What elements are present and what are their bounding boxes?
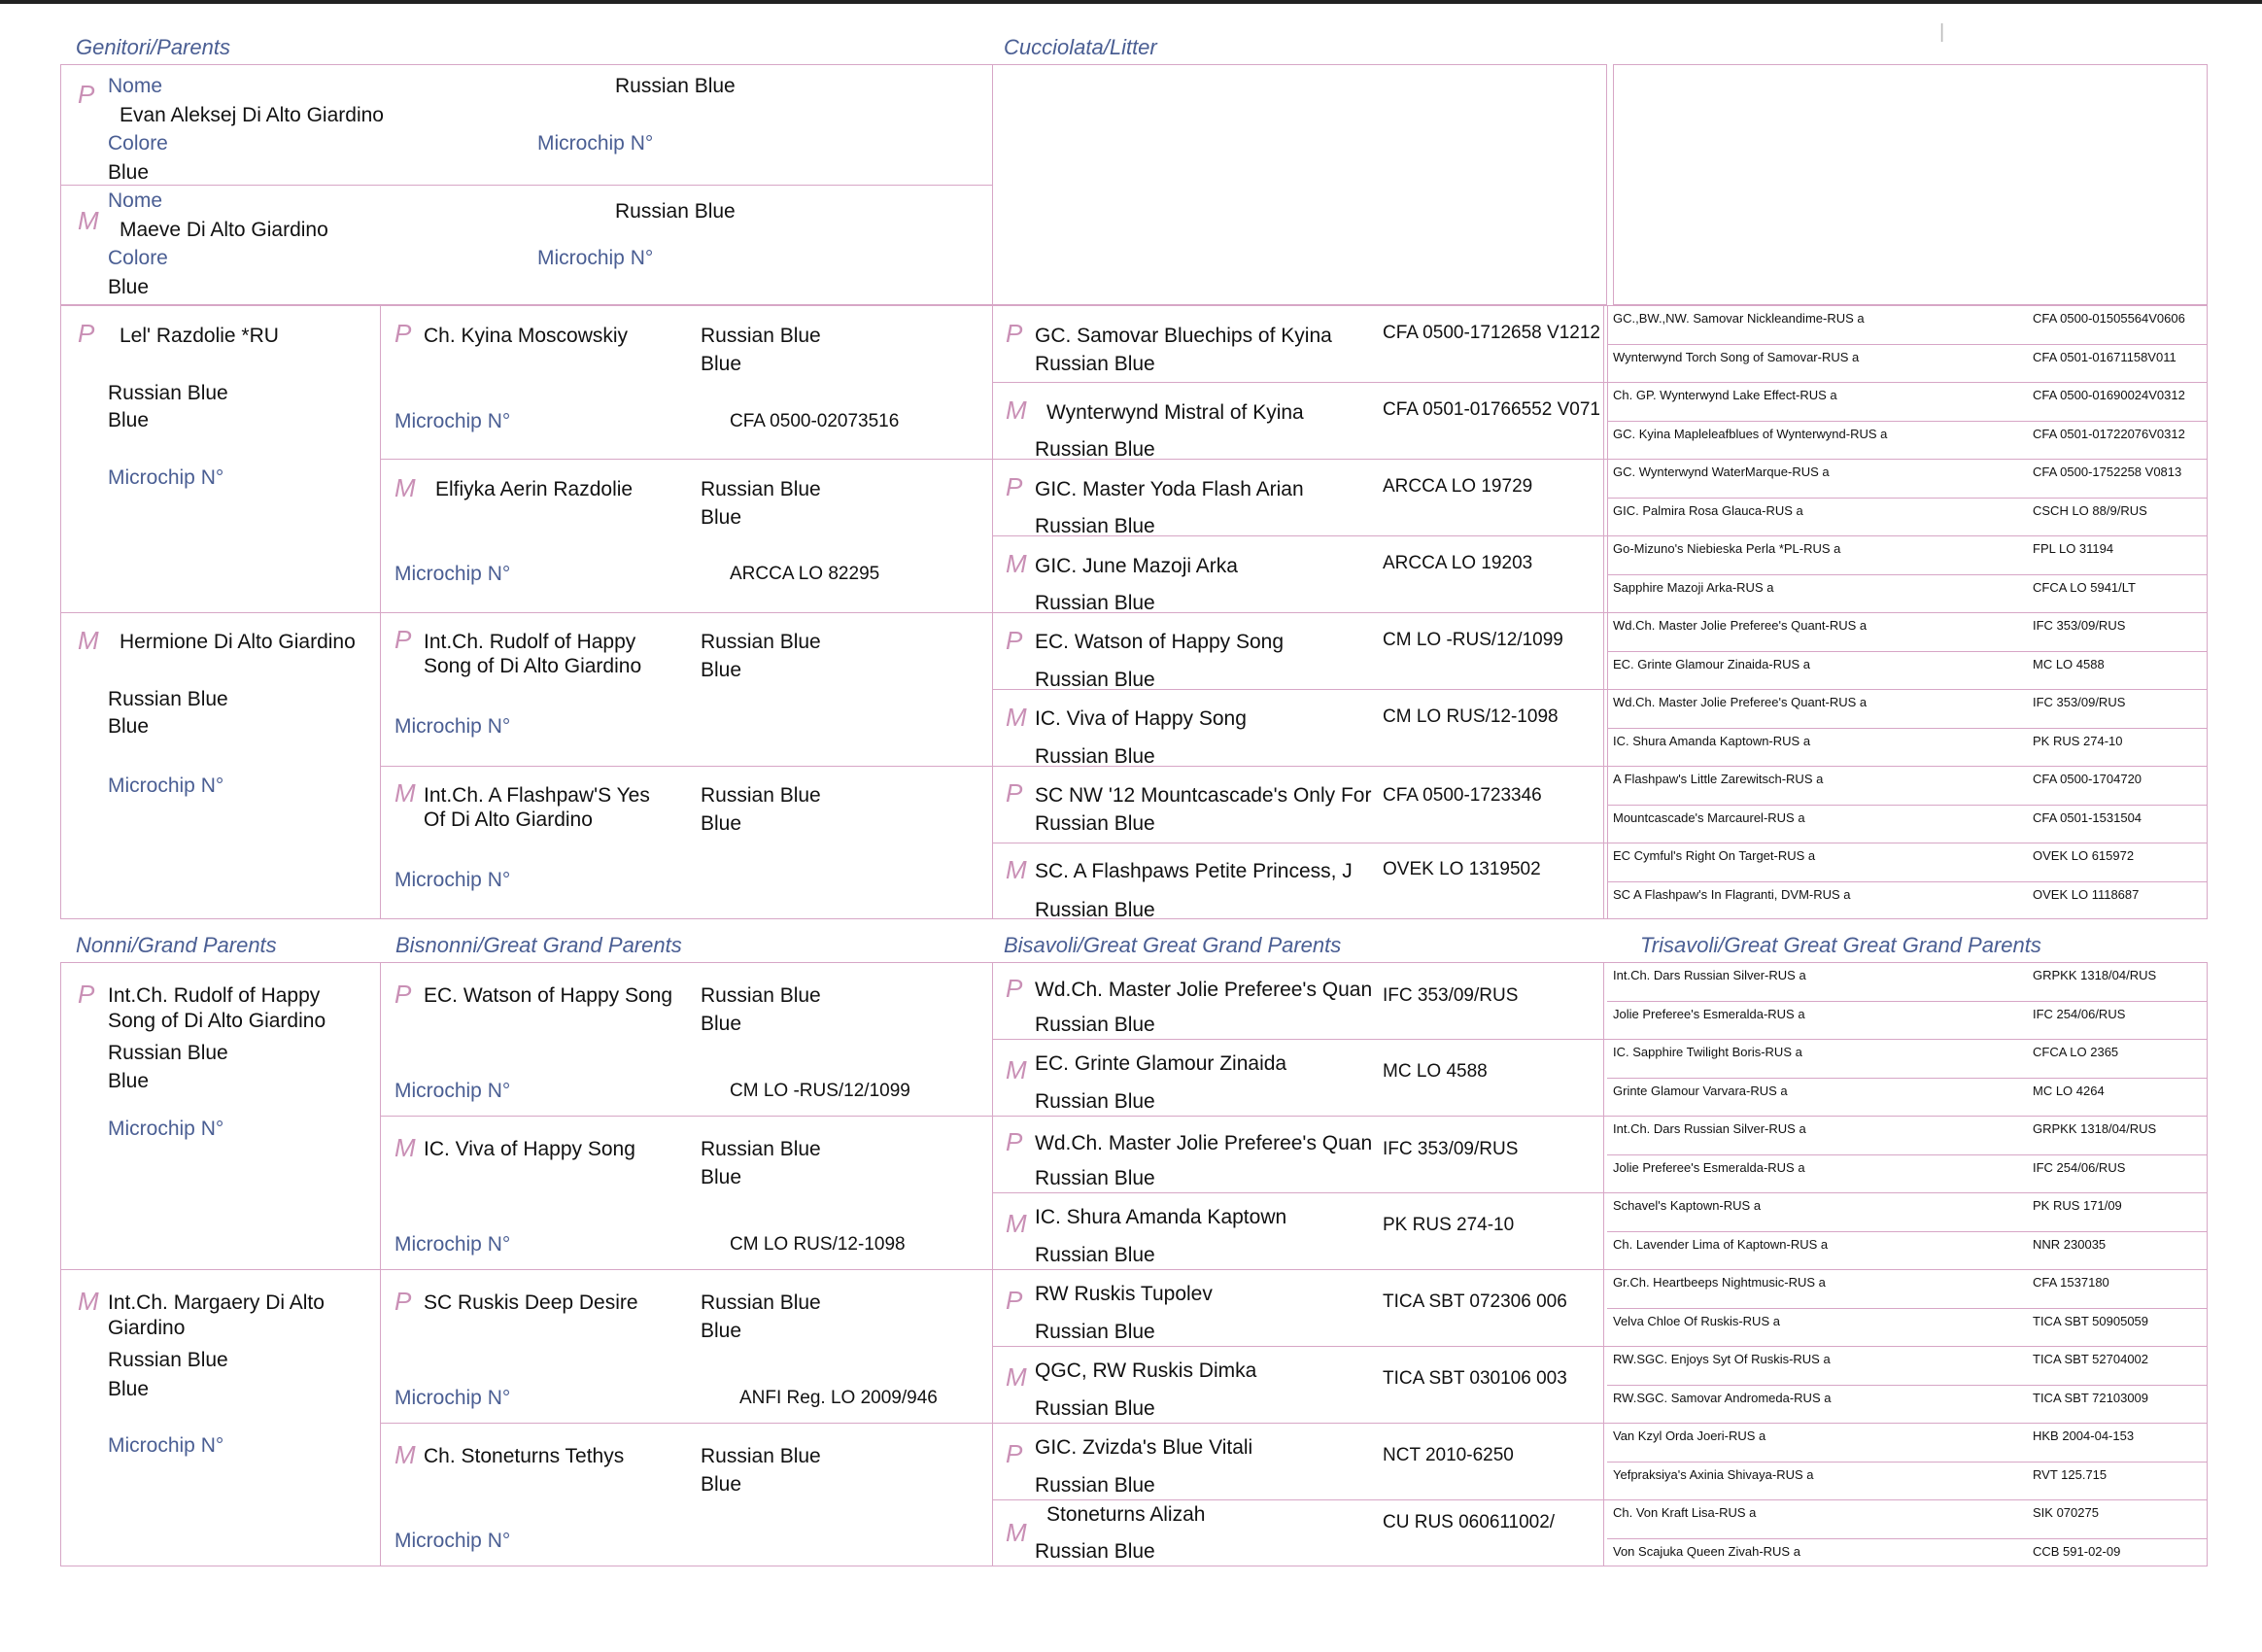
gen2-breed: Russian Blue	[701, 478, 821, 500]
b-gen2-color: Blue	[701, 1166, 742, 1188]
gen4-name: IC. Shura Amanda Kaptown-RUS a	[1613, 733, 1811, 748]
section-great-grand-parents: Bisnonni/Great Grand Parents	[395, 933, 682, 957]
gen3-name: SC NW '12 Mountcascade's Only For	[1035, 784, 1372, 807]
gen3-reg: CFA 0501-01766552 V071	[1383, 399, 1600, 420]
b-gen3-name: Wd.Ch. Master Jolie Preferee's Quan	[1035, 1132, 1373, 1154]
microchip-label: Microchip N°	[394, 1233, 511, 1256]
gen2-color: Blue	[701, 812, 742, 835]
gen2-reg: CFA 0500-02073516	[730, 411, 900, 431]
gen4-name: Go-Mizuno's Niebieska Perla *PL-RUS a	[1613, 541, 1841, 556]
gen2-name: Ch. Kyina Moscowskiy	[424, 325, 629, 347]
gen4-reg: CFA 0500-1752258 V0813	[2033, 465, 2182, 479]
gen4-reg: CFA 0501-01671158V011	[2033, 349, 2176, 364]
gen4-name: Wd.Ch. Master Jolie Preferee's Quant-RUS a	[1613, 618, 1868, 633]
sex-marker: P	[1006, 1286, 1023, 1315]
gen4-name: GIC. Palmira Rosa Glauca-RUS a	[1613, 502, 1803, 518]
b-gen3-reg: NCT 2010-6250	[1383, 1445, 1514, 1465]
microchip-label: Microchip N°	[394, 563, 511, 585]
parent-dam-color: Blue	[108, 276, 150, 298]
b-gen3-reg: IFC 353/09/RUS	[1383, 985, 1519, 1006]
section-grand-parents: Nonni/Grand Parents	[76, 933, 277, 957]
b-gen2-color: Blue	[701, 1013, 742, 1035]
divider	[1607, 1499, 2208, 1500]
divider	[1607, 1154, 2208, 1155]
b-gen4-reg: CCB 591-02-09	[2033, 1543, 2121, 1559]
gen1-sire-name: Lel' Razdolie *RU	[120, 325, 279, 347]
divider	[1607, 1001, 2208, 1002]
gen3-name: GIC. Master Yoda Flash Arian	[1035, 478, 1304, 500]
divider	[1607, 382, 2208, 383]
sire-marker: P	[78, 80, 95, 109]
b-gen4-name: Jolie Preferee's Esmeralda-RUS a	[1613, 1159, 1805, 1175]
divider	[380, 1116, 993, 1117]
scan-mark: |	[1939, 21, 1945, 43]
b-gen3-name: Wd.Ch. Master Jolie Preferee's Quan	[1035, 979, 1373, 1001]
b-gen2-color: Blue	[701, 1473, 742, 1496]
b-gen3-breed: Russian Blue	[1035, 1397, 1155, 1420]
gen3-breed: Russian Blue	[1035, 745, 1155, 768]
gen3-reg: CM LO -RUS/12/1099	[1383, 630, 1563, 650]
gen3-reg: ARCCA LO 19729	[1383, 476, 1533, 497]
sex-marker: M	[78, 1287, 99, 1316]
gen2-breed: Russian Blue	[701, 631, 821, 653]
divider	[1607, 1192, 2208, 1193]
b-gen2-breed: Russian Blue	[701, 1291, 821, 1314]
microchip-label: Microchip N°	[537, 247, 654, 269]
sex-marker: M	[1006, 1055, 1027, 1084]
section-gggg-parents: Trisavoli/Great Great Great Grand Parents	[1640, 933, 2041, 957]
b-gen4-reg: GRPKK 1318/04/RUS	[2033, 1121, 2157, 1136]
grand-sire-name-line2: Song of Di Alto Giardino	[108, 1010, 326, 1032]
b-gen4-name: Ch. Lavender Lima of Kaptown-RUS a	[1613, 1236, 1829, 1252]
sex-marker: M	[1006, 1518, 1027, 1547]
b-gen2-breed: Russian Blue	[701, 984, 821, 1007]
gen4-reg: IFC 353/09/RUS	[2033, 618, 2126, 633]
b-gen4-reg: NNR 230035	[2033, 1236, 2107, 1252]
b-gen4-name: Von Scajuka Queen Zivah-RUS a	[1613, 1543, 1800, 1559]
b-gen2-breed: Russian Blue	[701, 1138, 821, 1160]
divider	[992, 1192, 1607, 1193]
sex-marker: P	[1006, 319, 1023, 348]
divider	[380, 766, 993, 767]
b-gen2-name: IC. Viva of Happy Song	[424, 1138, 635, 1160]
gen3-reg: CM LO RUS/12-1098	[1383, 706, 1559, 727]
gen3-name: EC. Watson of Happy Song	[1035, 631, 1285, 653]
b-gen3-breed: Russian Blue	[1035, 1090, 1155, 1113]
nome-label: Nome	[108, 75, 163, 97]
sex-marker: P	[394, 625, 412, 654]
divider	[992, 382, 1607, 383]
gen3-breed: Russian Blue	[1035, 438, 1155, 461]
gen3-breed: Russian Blue	[1035, 515, 1155, 537]
divider	[1607, 1308, 2208, 1309]
b-gen2-name: SC Ruskis Deep Desire	[424, 1291, 638, 1314]
b-gen3-name: IC. Shura Amanda Kaptown	[1035, 1206, 1287, 1228]
divider	[992, 1269, 1607, 1270]
gen1-dam-color: Blue	[108, 715, 150, 738]
gen2-reg: ARCCA LO 82295	[730, 564, 880, 584]
b-gen4-reg: TICA SBT 72103009	[2033, 1390, 2149, 1405]
sex-marker: P	[394, 1287, 412, 1316]
gen1-dam-name: Hermione Di Alto Giardino	[120, 631, 356, 653]
b-gen2-reg: CM LO RUS/12-1098	[730, 1234, 906, 1255]
b-gen4-reg: IFC 254/06/RUS	[2033, 1159, 2126, 1175]
sex-marker: P	[1006, 626, 1023, 655]
divider	[1607, 1116, 2208, 1117]
section-parents: Genitori/Parents	[76, 35, 230, 59]
gen3-name: SC. A Flashpaws Petite Princess, J	[1035, 860, 1353, 882]
gen4-name: SC A Flashpaw's In Flagranti, DVM-RUS a	[1613, 886, 1851, 902]
gen1-sire-color: Blue	[108, 409, 150, 431]
b-gen2-reg: ANFI Reg. LO 2009/946	[739, 1388, 938, 1408]
parent-sire-color: Blue	[108, 161, 150, 184]
gen4-name: GC. Kyina Mapleleafblues of Wynterwynd-RUS a	[1613, 426, 1888, 441]
divider	[380, 962, 381, 1566]
section-great-great-grand-parents: Bisavoli/Great Great Grand Parents	[1004, 933, 1342, 957]
divider	[992, 1039, 1607, 1040]
divider	[992, 1423, 1607, 1424]
litter-box-right	[1613, 64, 2208, 305]
gen1-dam-breed: Russian Blue	[108, 688, 228, 710]
b-gen4-reg: PK RUS 171/09	[2033, 1198, 2122, 1213]
parent-sire-name: Evan Aleksej Di Alto Giardino	[120, 104, 384, 126]
gen4-name: Sapphire Mazoji Arka-RUS a	[1613, 579, 1774, 595]
grand-dam-color: Blue	[108, 1378, 150, 1400]
divider	[1603, 962, 1604, 1566]
sex-marker: P	[1006, 1439, 1023, 1468]
b-gen4-reg: IFC 254/06/RUS	[2033, 1006, 2126, 1021]
microchip-label: Microchip N°	[394, 410, 511, 432]
parent-sire-breed: Russian Blue	[615, 75, 736, 97]
b-gen4-name: IC. Sapphire Twilight Boris-RUS a	[1613, 1045, 1802, 1059]
b-gen3-name: EC. Grinte Glamour Zinaida	[1035, 1052, 1287, 1075]
gen4-name: Wynterwynd Torch Song of Samovar-RUS a	[1613, 349, 1860, 364]
gen4-name: Mountcascade's Marcaurel-RUS a	[1613, 809, 1805, 825]
divider	[1607, 651, 2208, 652]
gen3-reg: OVEK LO 1319502	[1383, 859, 1541, 879]
gen4-name: Ch. GP. Wynterwynd Lake Effect-RUS a	[1613, 388, 1837, 402]
divider	[992, 962, 993, 1566]
b-gen3-reg: TICA SBT 072306 006	[1383, 1291, 1567, 1312]
b-gen4-reg: HKB 2004-04-153	[2033, 1428, 2135, 1443]
b-gen3-breed: Russian Blue	[1035, 1474, 1155, 1497]
microchip-label: Microchip N°	[394, 715, 511, 738]
colore-label: Colore	[108, 247, 168, 269]
grand-sire-color: Blue	[108, 1070, 150, 1092]
gen4-reg: CSCH LO 88/9/RUS	[2033, 502, 2147, 518]
dam-marker: M	[78, 206, 99, 235]
b-gen3-breed: Russian Blue	[1035, 1167, 1155, 1189]
gen4-name: Wd.Ch. Master Jolie Preferee's Quant-RUS a	[1613, 695, 1868, 709]
gen2-name-line2: Of Di Alto Giardino	[424, 809, 593, 831]
gen2-breed: Russian Blue	[701, 784, 821, 807]
gen4-reg: CFA 0500-1704720	[2033, 772, 2142, 786]
b-gen4-name: Yefpraksiya's Axinia Shivaya-RUS a	[1613, 1466, 1814, 1482]
b-gen3-reg: CU RUS 060611002/	[1383, 1512, 1556, 1532]
divider	[1607, 766, 2208, 767]
sex-marker: M	[394, 473, 416, 502]
sex-marker: P	[78, 319, 95, 348]
b-gen4-name: RW.SGC. Enjoys Syt Of Ruskis-RUS a	[1613, 1352, 1831, 1366]
b-gen4-reg: MC LO 4264	[2033, 1083, 2105, 1098]
gen4-reg: MC LO 4588	[2033, 656, 2105, 671]
nome-label: Nome	[108, 189, 163, 212]
gen2-name-line2: Song of Di Alto Giardino	[424, 655, 642, 677]
grand-sire-name: Int.Ch. Rudolf of Happy	[108, 984, 321, 1007]
gen4-reg: OVEK LO 615972	[2033, 848, 2135, 863]
gen2-color: Blue	[701, 353, 742, 375]
b-gen2-breed: Russian Blue	[701, 1445, 821, 1467]
gen4-name: EC Cymful's Right On Target-RUS a	[1613, 848, 1816, 863]
gen3-name: Wynterwynd Mistral of Kyina	[1046, 401, 1304, 424]
b-gen4-name: Int.Ch. Dars Russian Silver-RUS a	[1613, 968, 1806, 982]
divider	[380, 459, 993, 460]
b-gen2-color: Blue	[701, 1320, 742, 1342]
b-gen4-reg: CFCA LO 2365	[2033, 1045, 2119, 1059]
microchip-label: Microchip N°	[108, 1118, 224, 1140]
parent-dam-name: Maeve Di Alto Giardino	[120, 219, 328, 241]
gen3-breed: Russian Blue	[1035, 899, 1155, 921]
gen4-reg: OVEK LO 1118687	[2033, 886, 2140, 902]
parent-dam-breed: Russian Blue	[615, 200, 736, 223]
b-gen2-name: EC. Watson of Happy Song	[424, 984, 673, 1007]
gen3-name: IC. Viva of Happy Song	[1035, 707, 1247, 730]
b-gen3-reg: MC LO 4588	[1383, 1061, 1488, 1082]
sex-marker: M	[1006, 1209, 1027, 1238]
gen3-reg: CFA 0500-1723346	[1383, 785, 1542, 806]
gen3-breed: Russian Blue	[1035, 592, 1155, 614]
b-gen3-breed: Russian Blue	[1035, 1244, 1155, 1266]
sex-marker: M	[394, 1133, 416, 1162]
gen4-reg: CFA 0501-01722076V0312	[2033, 426, 2185, 441]
b-gen4-name: Grinte Glamour Varvara-RUS a	[1613, 1083, 1788, 1098]
divider	[60, 1269, 993, 1270]
divider	[1607, 805, 2208, 806]
sex-marker: M	[1006, 1362, 1027, 1392]
gen2-name: Int.Ch. Rudolf of Happy	[424, 631, 636, 653]
sex-marker: M	[1006, 396, 1027, 425]
divider	[992, 1116, 1607, 1117]
gen2-breed: Russian Blue	[701, 325, 821, 347]
b-gen3-name: RW Ruskis Tupolev	[1035, 1283, 1213, 1305]
gen4-reg: IFC 353/09/RUS	[2033, 695, 2126, 709]
b-gen2-name: Ch. Stoneturns Tethys	[424, 1445, 625, 1467]
sex-marker: P	[1006, 472, 1023, 501]
b-gen4-reg: TICA SBT 50905059	[2033, 1313, 2149, 1328]
divider	[1607, 689, 2208, 690]
divider	[1607, 421, 2208, 422]
b-gen3-reg: TICA SBT 030106 003	[1383, 1368, 1567, 1389]
sex-marker: M	[394, 1440, 416, 1469]
microchip-label: Microchip N°	[108, 466, 224, 489]
b-gen4-reg: TICA SBT 52704002	[2033, 1352, 2149, 1366]
grand-dam-name-line2: Giardino	[108, 1317, 186, 1339]
section-litter: Cucciolata/Litter	[1004, 35, 1157, 59]
gen4-reg: CFCA LO 5941/LT	[2033, 579, 2136, 595]
divider	[1607, 1385, 2208, 1386]
b-gen3-breed: Russian Blue	[1035, 1321, 1155, 1343]
b-gen4-name: RW.SGC. Samovar Andromeda-RUS a	[1613, 1390, 1832, 1405]
gen4-reg: CFA 0500-01505564V0606	[2033, 311, 2185, 326]
gen4-reg: FPL LO 31194	[2033, 541, 2114, 556]
b-gen4-name: Gr.Ch. Heartbeeps Nightmusic-RUS a	[1613, 1275, 1826, 1290]
gen4-name: GC.,BW.,NW. Samovar Nickleandime-RUS a	[1613, 311, 1865, 326]
divider	[1607, 1039, 2208, 1040]
gen3-reg: CFA 0500-1712658 V1212	[1383, 323, 1600, 343]
gen3-name: GIC. June Mazoji Arka	[1035, 555, 1238, 577]
gen3-breed: Russian Blue	[1035, 669, 1155, 691]
gen4-reg: CFA 0500-01690024V0312	[2033, 388, 2185, 402]
divider	[1607, 1462, 2208, 1463]
sex-marker: P	[394, 319, 412, 348]
b-gen3-name: Stoneturns Alizah	[1046, 1503, 1206, 1526]
sex-marker: M	[1006, 703, 1027, 732]
gen2-name: Int.Ch. A Flashpaw'S Yes	[424, 784, 650, 807]
microchip-label: Microchip N°	[108, 774, 224, 797]
gen3-reg: ARCCA LO 19203	[1383, 553, 1533, 573]
divider	[60, 185, 993, 186]
microchip-label: Microchip N°	[108, 1434, 224, 1457]
divider	[1607, 1538, 2208, 1539]
colore-label: Colore	[108, 132, 168, 155]
b-gen3-breed: Russian Blue	[1035, 1014, 1155, 1036]
top-border	[0, 0, 2262, 4]
gen4-name: GC. Wynterwynd WaterMarque-RUS a	[1613, 465, 1830, 479]
gen1-sire-breed: Russian Blue	[108, 382, 228, 404]
divider	[1607, 498, 2208, 499]
gen2-color: Blue	[701, 659, 742, 681]
b-gen4-name: Jolie Preferee's Esmeralda-RUS a	[1613, 1006, 1805, 1021]
litter-box	[992, 64, 1607, 305]
divider	[380, 1423, 993, 1424]
gen3-breed: Russian Blue	[1035, 353, 1155, 375]
b-gen4-name: Velva Chloe Of Ruskis-RUS a	[1613, 1313, 1780, 1328]
b-gen4-name: Int.Ch. Dars Russian Silver-RUS a	[1613, 1121, 1806, 1136]
microchip-label: Microchip N°	[394, 1530, 511, 1552]
divider	[1607, 574, 2208, 575]
b-gen4-reg: SIK 070275	[2033, 1505, 2099, 1520]
gen4-reg: CFA 0501-1531504	[2033, 809, 2142, 825]
gen2-name: Elfiyka Aerin Razdolie	[435, 478, 634, 500]
divider	[1607, 728, 2208, 729]
b-gen2-reg: CM LO -RUS/12/1099	[730, 1081, 910, 1101]
b-gen4-reg: RVT 125.715	[2033, 1466, 2108, 1482]
divider	[992, 1346, 1607, 1347]
divider	[60, 612, 993, 613]
divider	[992, 1499, 1607, 1500]
b-gen4-reg: GRPKK 1318/04/RUS	[2033, 968, 2157, 982]
gen3-breed: Russian Blue	[1035, 812, 1155, 835]
sex-marker: M	[78, 626, 99, 655]
divider	[1607, 535, 2208, 536]
grand-dam-breed: Russian Blue	[108, 1349, 228, 1371]
divider	[1607, 459, 2208, 460]
gen4-name: EC. Grinte Glamour Zinaida-RUS a	[1613, 656, 1811, 671]
sex-marker: M	[1006, 549, 1027, 578]
sex-marker: P	[1006, 778, 1023, 808]
divider	[1607, 612, 2208, 613]
divider	[1607, 1231, 2208, 1232]
microchip-label: Microchip N°	[394, 1080, 511, 1102]
sex-marker: M	[394, 778, 416, 808]
microchip-label: Microchip N°	[394, 1387, 511, 1409]
b-gen4-reg: CFA 1537180	[2033, 1275, 2109, 1290]
divider	[1607, 881, 2208, 882]
gen3-name: GC. Samovar Bluechips of Kyina	[1035, 325, 1332, 347]
gen4-reg: PK RUS 274-10	[2033, 733, 2123, 748]
b-gen4-name: Ch. Von Kraft Lisa-RUS a	[1613, 1505, 1757, 1520]
b-gen3-reg: PK RUS 274-10	[1383, 1215, 1515, 1235]
b-gen3-name: QGC, RW Ruskis Dimka	[1035, 1359, 1257, 1382]
sex-marker: P	[78, 980, 95, 1009]
microchip-label: Microchip N°	[394, 869, 511, 891]
b-gen4-name: Schavel's Kaptown-RUS a	[1613, 1198, 1762, 1213]
grand-sire-breed: Russian Blue	[108, 1042, 228, 1064]
divider	[1607, 1423, 2208, 1424]
b-gen4-name: Van Kzyl Orda Joeri-RUS a	[1613, 1428, 1766, 1443]
gen2-color: Blue	[701, 506, 742, 529]
sex-marker: M	[1006, 855, 1027, 884]
sex-marker: P	[1006, 974, 1023, 1003]
b-gen3-breed: Russian Blue	[1035, 1540, 1155, 1563]
microchip-label: Microchip N°	[537, 132, 654, 155]
b-gen3-reg: IFC 353/09/RUS	[1383, 1139, 1519, 1159]
divider	[1607, 1346, 2208, 1347]
b-gen3-name: GIC. Zvizda's Blue Vitali	[1035, 1436, 1253, 1459]
divider	[1607, 1269, 2208, 1270]
sex-marker: P	[394, 980, 412, 1009]
divider	[1607, 344, 2208, 345]
sex-marker: P	[1006, 1127, 1023, 1156]
gen4-name: A Flashpaw's Little Zarewitsch-RUS a	[1613, 772, 1824, 786]
grand-dam-name: Int.Ch. Margaery Di Alto	[108, 1291, 325, 1314]
divider	[1607, 1078, 2208, 1079]
